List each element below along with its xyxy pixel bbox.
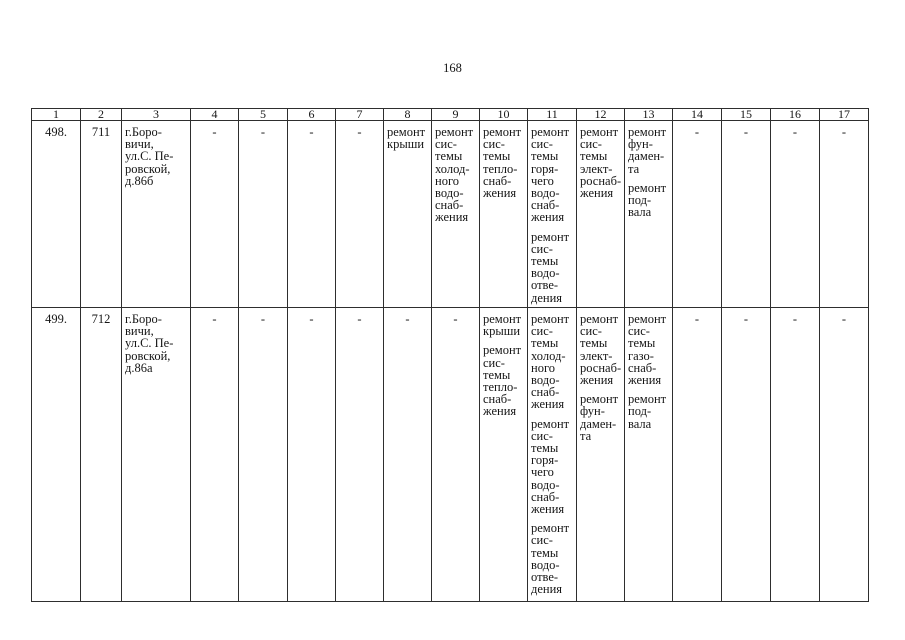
cell-text-line: ровской,	[125, 161, 171, 176]
cell-text-line: жения	[580, 186, 614, 201]
cell-text-line: газо-	[628, 348, 654, 363]
cell-text-line: водо-	[531, 557, 560, 572]
cell-text-line: -	[841, 125, 847, 139]
cell-text-line: горя-	[531, 453, 559, 468]
column-header: 6	[288, 109, 336, 121]
cell-text-line: сис-	[628, 324, 650, 339]
cell-text-line: водо-	[531, 266, 560, 281]
column-header: 4	[191, 109, 239, 121]
cell-text-line: ремонт	[628, 180, 667, 195]
row-number-cell	[32, 308, 81, 602]
cell-text-line: жения	[531, 502, 565, 517]
dash-cell	[384, 308, 432, 602]
dash-cell	[191, 308, 239, 602]
cell-text-line: снаб-	[531, 489, 560, 504]
column-header: 7	[336, 109, 384, 121]
cell-text-line: ул.С. Пе-	[125, 149, 174, 164]
cell-entry	[336, 126, 383, 138]
cell-text-line: жения	[531, 397, 565, 412]
cell-text-line: дамен-	[628, 149, 665, 164]
cell-text-line: темы	[483, 149, 511, 164]
cell-text-line: ремонт	[580, 312, 619, 326]
cell-text-line: жения	[483, 404, 517, 419]
cell-entry	[384, 313, 431, 325]
cell-entry	[628, 313, 670, 386]
cell-entry	[432, 313, 479, 325]
cell-text-line: -	[694, 312, 700, 326]
cell-text-line: ного	[435, 173, 460, 188]
cell-text-line: ремонт	[435, 125, 474, 139]
cell-entry	[239, 126, 287, 138]
cell-text-line: снаб-	[435, 198, 464, 213]
cell-text-line: темы	[483, 367, 511, 382]
building-id-cell	[81, 308, 122, 602]
cell-text-line: -	[792, 312, 798, 326]
cell-text-line: -	[743, 312, 749, 326]
cell-text-line: темы	[628, 336, 656, 351]
dash-cell	[239, 121, 288, 308]
cell-text-line: роснаб-	[580, 360, 622, 375]
cell-entry	[628, 126, 670, 175]
cell-text-line: холод-	[435, 161, 470, 176]
cell-text-line: 499.	[45, 312, 67, 326]
cell-text-line: водо-	[531, 373, 560, 388]
cell-entry	[125, 313, 188, 374]
dash-cell	[771, 308, 820, 602]
cell-text-line: вала	[628, 205, 652, 220]
cell-text-line: сис-	[580, 137, 602, 152]
cell-text-line: -	[694, 125, 700, 139]
cell-entry	[387, 126, 429, 150]
cell-text-line: роснаб-	[580, 173, 622, 188]
table-cell	[577, 308, 625, 602]
cell-text-line: ремонт	[531, 416, 570, 431]
cell-text-line: -	[743, 125, 749, 139]
cell-text-line: та	[580, 428, 592, 443]
cell-entry	[673, 313, 721, 325]
cell-text-line: элект-	[580, 161, 613, 176]
cell-text-line: дения	[531, 290, 563, 305]
data-table	[31, 108, 869, 602]
cell-entry	[81, 313, 121, 325]
cell-text-line: ремонт	[531, 521, 570, 536]
cell-text-line: г.Боро-	[125, 125, 162, 139]
column-header: 13	[625, 109, 673, 121]
cell-entry	[722, 313, 770, 325]
cell-entry	[820, 313, 868, 325]
cell-text-line: жения	[580, 373, 614, 388]
cell-entry	[288, 126, 335, 138]
cell-entry	[531, 126, 574, 224]
column-header: 12	[577, 109, 625, 121]
column-header: 15	[722, 109, 771, 121]
cell-text-line: сис-	[580, 324, 602, 339]
cell-text-line: ремонт	[580, 125, 619, 139]
cell-text-line: ремонт	[387, 125, 426, 139]
cell-text-line: сис-	[531, 428, 553, 443]
cell-text-line: снаб-	[483, 173, 512, 188]
building-id-cell	[81, 121, 122, 308]
cell-text-line: водо-	[435, 186, 464, 201]
cell-text-line: фун-	[628, 137, 653, 152]
row-number-cell	[32, 121, 81, 308]
cell-text-line: ремонт	[628, 125, 667, 139]
cell-text-line: темы	[531, 254, 559, 269]
cell-text-line: сис-	[531, 533, 553, 548]
cell-text-line: -	[792, 125, 798, 139]
cell-entry	[771, 126, 819, 138]
table-cell	[432, 121, 480, 308]
cell-entry	[580, 126, 622, 199]
cell-text-line: темы	[531, 441, 559, 456]
table-cell	[625, 308, 673, 602]
cell-text-line: ремонт	[628, 312, 667, 326]
cell-text-line: ного	[531, 360, 556, 375]
cell-text-line: ровской,	[125, 348, 171, 363]
cell-text-line: под-	[628, 193, 652, 208]
dash-cell	[288, 308, 336, 602]
cell-text-line: -	[260, 125, 266, 139]
cell-text-line: под-	[628, 404, 652, 419]
cell-text-line: сис-	[531, 324, 553, 339]
cell-text-line: д.86б	[125, 173, 154, 188]
cell-text-line: -	[841, 312, 847, 326]
cell-text-line: жения	[531, 210, 565, 225]
cell-text-line: ремонт	[531, 125, 570, 139]
cell-text-line: темы	[531, 545, 559, 560]
cell-text-line: крыши	[483, 324, 521, 339]
cell-text-line: сис-	[483, 137, 505, 152]
column-header: 3	[122, 109, 191, 121]
cell-text-line: чего	[531, 465, 554, 480]
cell-text-line: вичи,	[125, 324, 154, 339]
dash-cell	[288, 121, 336, 308]
dash-cell	[432, 308, 480, 602]
cell-entry	[125, 126, 188, 187]
cell-text-line: темы	[580, 149, 608, 164]
cell-entry	[483, 126, 525, 199]
cell-entry	[81, 126, 121, 138]
dash-cell	[820, 308, 869, 602]
cell-text-line: ремонт	[483, 125, 522, 139]
cell-text-line: водо-	[531, 477, 560, 492]
cell-text-line: жения	[435, 210, 469, 225]
column-header: 16	[771, 109, 820, 121]
cell-text-line: крыши	[387, 137, 425, 152]
page-number: 168	[443, 61, 462, 75]
table-cell	[384, 121, 432, 308]
cell-text-line: горя-	[531, 161, 559, 176]
dash-cell	[336, 308, 384, 602]
table-cell	[625, 121, 673, 308]
cell-text-line: -	[309, 125, 314, 139]
cell-entry	[580, 313, 622, 386]
cell-text-line: та	[628, 161, 640, 176]
cell-text-line: -	[212, 312, 217, 326]
cell-text-line: д.86а	[125, 360, 153, 375]
cell-text-line: жения	[628, 373, 662, 388]
column-header: 5	[239, 109, 288, 121]
dash-cell	[239, 308, 288, 602]
table-cell	[480, 308, 528, 602]
cell-text-line: ремонт	[580, 392, 619, 407]
cell-entry	[288, 313, 335, 325]
cell-text-line: вала	[628, 416, 652, 431]
cell-entry	[191, 313, 238, 325]
cell-text-line: элект-	[580, 348, 613, 363]
dash-cell	[336, 121, 384, 308]
cell-entry	[32, 126, 80, 138]
dash-cell	[820, 121, 869, 308]
cell-entry	[32, 313, 80, 325]
address-cell	[122, 121, 191, 308]
cell-text-line: чего	[531, 173, 554, 188]
cell-entry	[531, 313, 574, 411]
cell-entry	[191, 126, 238, 138]
cell-text-line: снаб-	[531, 385, 560, 400]
cell-text-line: ул.С. Пе-	[125, 336, 174, 351]
cell-text-line: -	[357, 125, 362, 139]
cell-text-line: -	[453, 312, 458, 326]
cell-entry	[483, 344, 525, 417]
cell-entry	[531, 231, 574, 304]
column-header: 17	[820, 109, 869, 121]
cell-entry	[531, 418, 574, 516]
cell-entry	[580, 393, 622, 442]
column-header: 1	[32, 109, 81, 121]
cell-text-line: темы	[435, 149, 463, 164]
cell-text-line: темы	[531, 149, 559, 164]
cell-text-line: темы	[580, 336, 608, 351]
dash-cell	[771, 121, 820, 308]
cell-text-line: вичи,	[125, 137, 154, 152]
cell-entry	[531, 522, 574, 595]
cell-text-line: сис-	[435, 137, 457, 152]
cell-text-line: водо-	[531, 186, 560, 201]
cell-text-line: -	[405, 312, 410, 326]
cell-text-line: сис-	[531, 137, 553, 152]
column-header: 9	[432, 109, 480, 121]
cell-entry	[435, 126, 477, 224]
dash-cell	[673, 308, 722, 602]
cell-text-line: дения	[531, 582, 563, 597]
table-cell	[528, 121, 577, 308]
column-header: 14	[673, 109, 722, 121]
cell-entry	[483, 313, 525, 337]
table-cell	[480, 121, 528, 308]
cell-text-line: сис-	[483, 355, 505, 370]
column-header: 8	[384, 109, 432, 121]
cell-text-line: -	[309, 312, 314, 326]
cell-text-line: ремонт	[531, 229, 570, 244]
cell-text-line: -	[212, 125, 217, 139]
cell-text-line: 711	[91, 125, 111, 139]
table-cell	[577, 121, 625, 308]
cell-text-line: темы	[531, 336, 559, 351]
dash-cell	[191, 121, 239, 308]
cell-text-line: тепло-	[483, 161, 518, 176]
cell-entry	[628, 182, 670, 219]
cell-text-line: -	[357, 312, 362, 326]
cell-text-line: г.Боро-	[125, 312, 162, 326]
column-header: 11	[528, 109, 577, 121]
cell-text-line: ремонт	[628, 392, 667, 407]
cell-text-line: ремонт	[483, 312, 522, 326]
cell-text-line: отве-	[531, 570, 559, 585]
cell-text-line: тепло-	[483, 380, 518, 395]
address-cell	[122, 308, 191, 602]
cell-entry	[722, 126, 770, 138]
cell-text-line: снаб-	[628, 360, 657, 375]
dash-cell	[722, 121, 771, 308]
cell-text-line: сис-	[531, 241, 553, 256]
dash-cell	[722, 308, 771, 602]
cell-text-line: снаб-	[483, 392, 512, 407]
column-header: 2	[81, 109, 122, 121]
cell-text-line: ремонт	[531, 312, 570, 326]
cell-text-line: дамен-	[580, 416, 617, 431]
cell-text-line: холод-	[531, 348, 566, 363]
cell-text-line: фун-	[580, 404, 605, 419]
cell-entry	[771, 313, 819, 325]
cell-text-line: снаб-	[531, 198, 560, 213]
cell-text-line: -	[260, 312, 266, 326]
table-cell	[528, 308, 577, 602]
cell-text-line: 498.	[45, 125, 67, 139]
cell-entry	[628, 393, 670, 430]
cell-text-line: жения	[483, 186, 517, 201]
cell-text-line: 712	[91, 312, 111, 326]
cell-text-line: ремонт	[483, 343, 522, 358]
cell-text-line: отве-	[531, 278, 559, 293]
cell-entry	[673, 126, 721, 138]
dash-cell	[673, 121, 722, 308]
cell-entry	[336, 313, 383, 325]
cell-entry	[239, 313, 287, 325]
cell-entry	[820, 126, 868, 138]
column-header: 10	[480, 109, 528, 121]
